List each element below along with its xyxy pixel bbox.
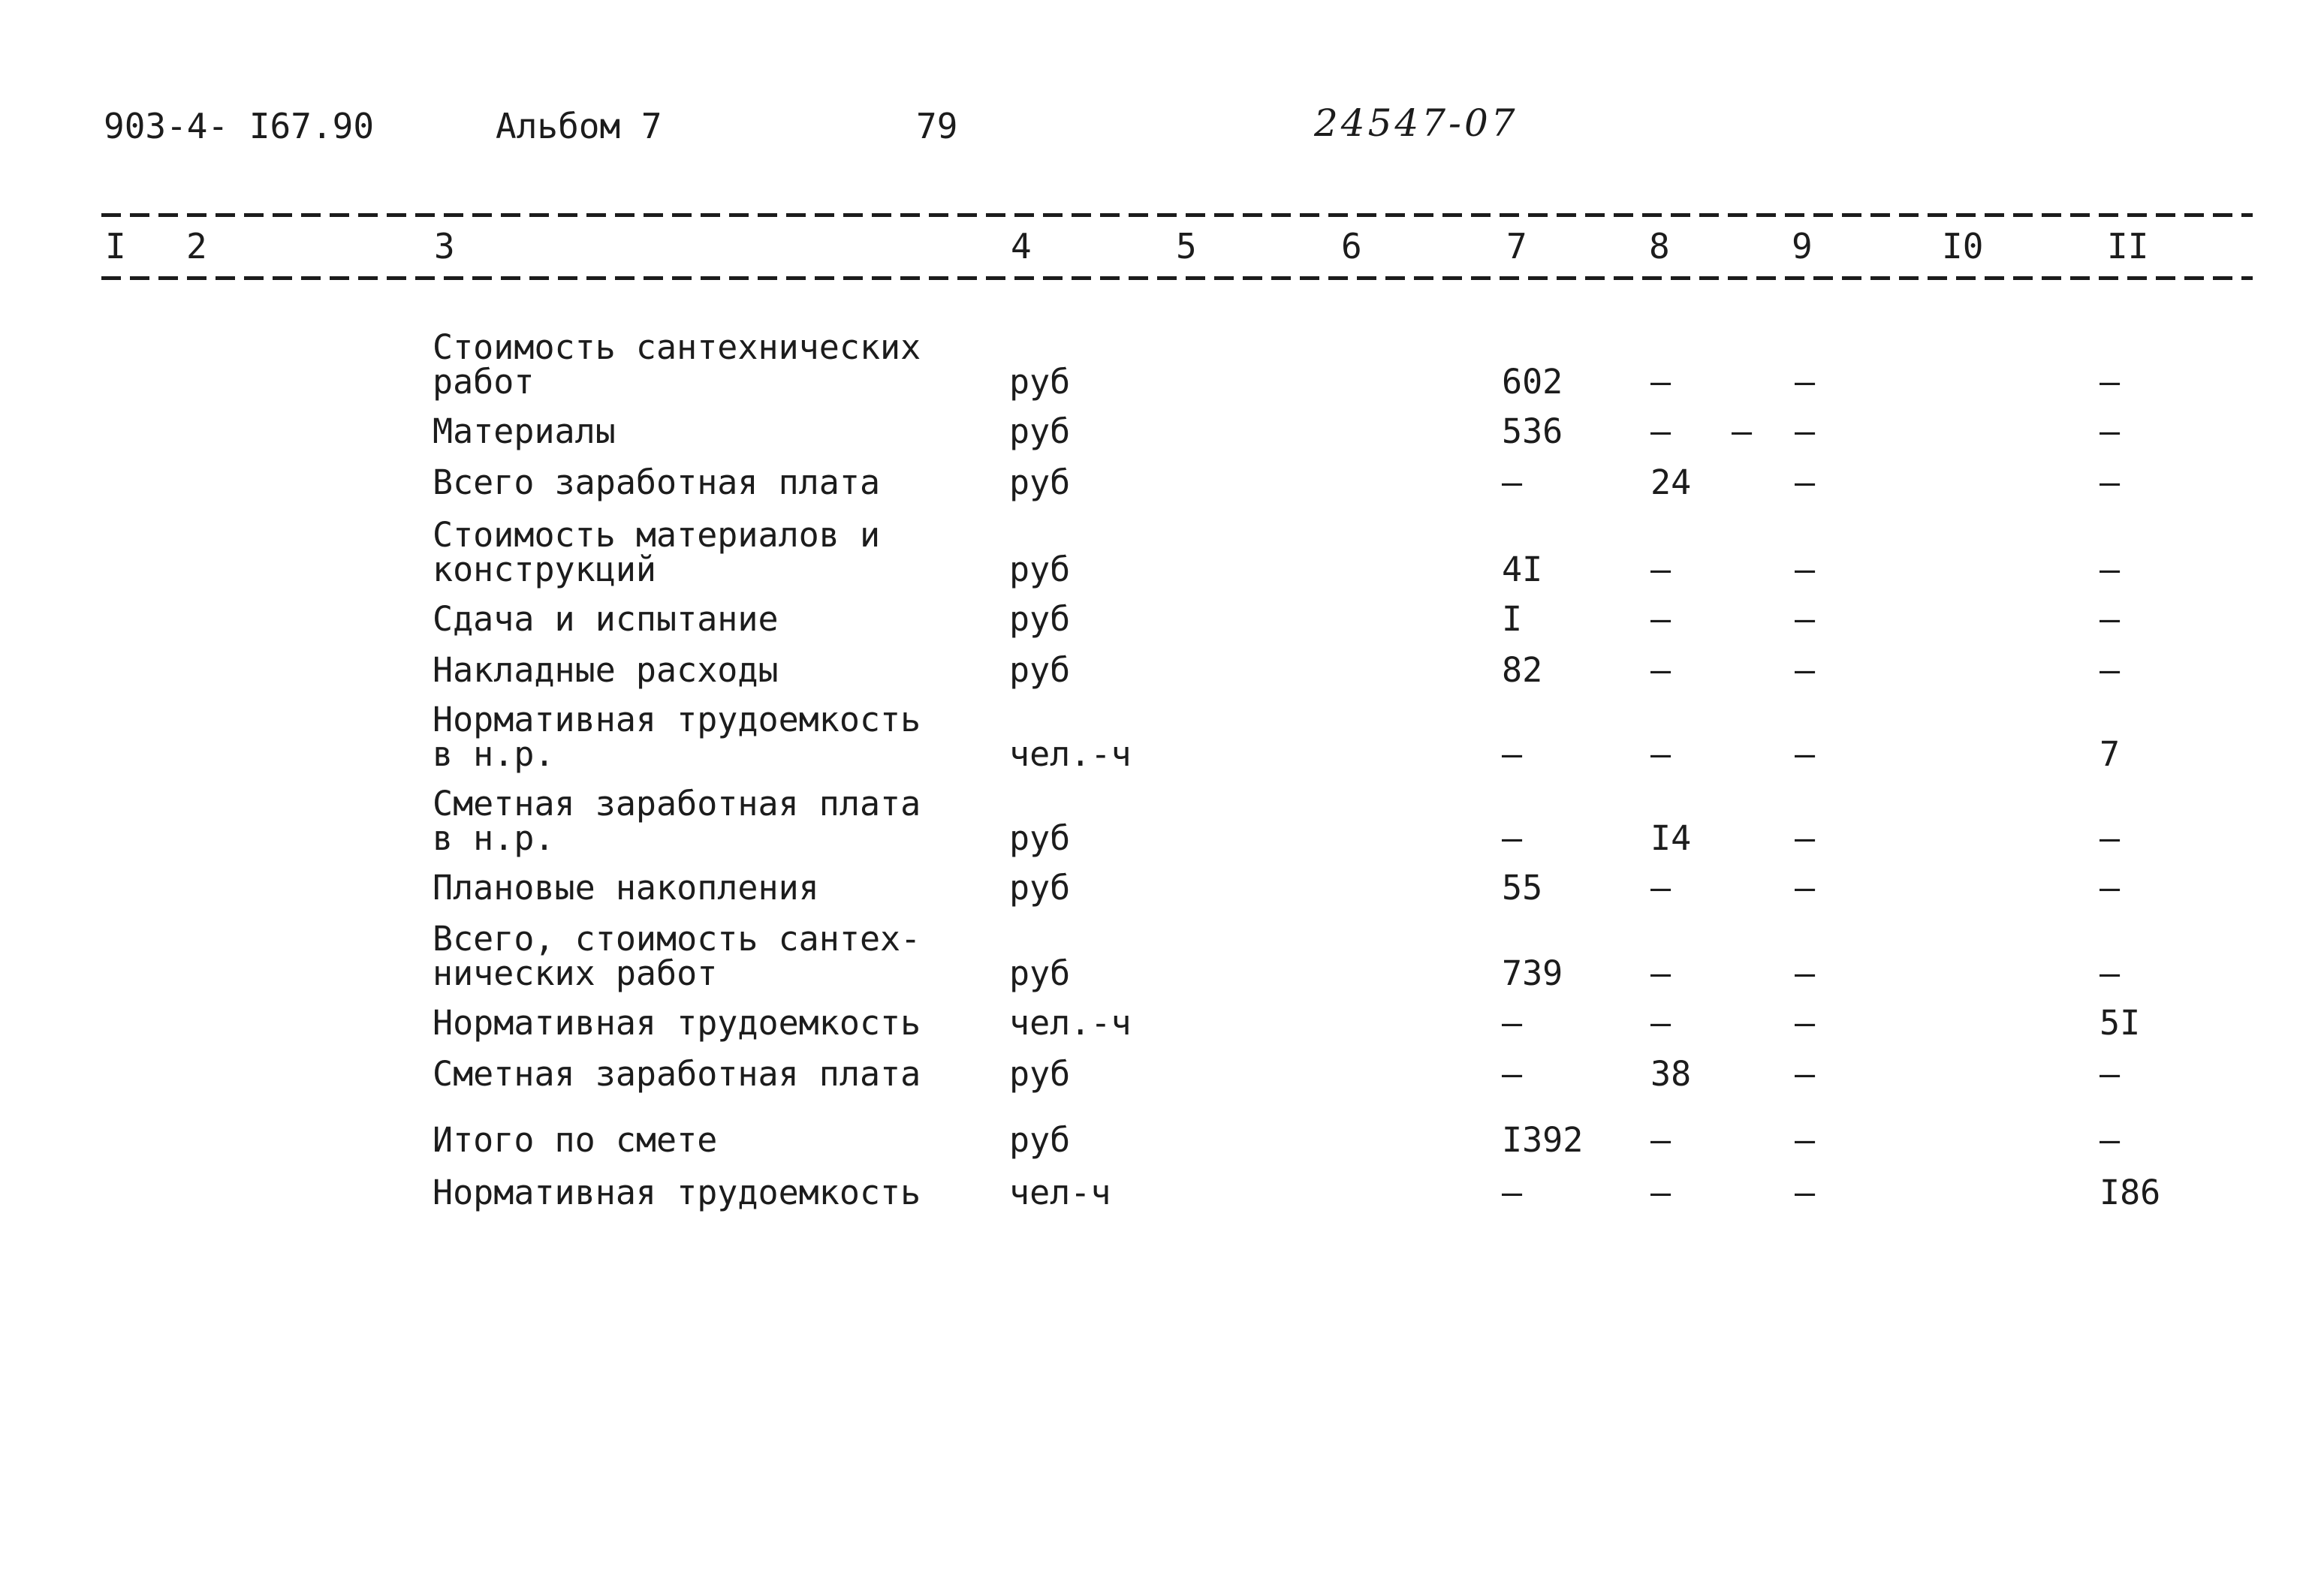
cell-col-11: – xyxy=(2100,599,2121,639)
row-unit: руб xyxy=(1009,462,1071,502)
row-description: Нормативная трудоемкость xyxy=(433,1173,921,1212)
row-description-continued: нических работ xyxy=(433,953,718,993)
cell-col-9: – xyxy=(1795,411,1816,451)
cell-col-7: – xyxy=(1502,1003,1523,1043)
row-description: Итого по смете xyxy=(433,1120,718,1160)
cell-col-8: – xyxy=(1650,868,1671,908)
cell-col-9: – xyxy=(1795,1054,1816,1094)
row-description-continued: конструкций xyxy=(433,550,657,589)
cell-col-7: – xyxy=(1502,1173,1523,1212)
album-label: Альбом 7 xyxy=(496,106,662,146)
cell-col-9: – xyxy=(1795,1003,1816,1043)
cell-col-11: 7 xyxy=(2100,734,2121,774)
cell-col-8: – xyxy=(1650,1120,1671,1160)
row-description: Всего, стоимость сантех- xyxy=(433,919,921,959)
cell-col-9: – xyxy=(1795,818,1816,858)
row-unit: чел.-ч xyxy=(1009,734,1132,774)
cell-col-8: – xyxy=(1650,734,1671,774)
document-code: 903-4- I67.90 xyxy=(104,106,375,146)
cell-col-11: – xyxy=(2100,868,2121,908)
cell-col-9: – xyxy=(1795,362,1816,402)
column-number: 9 xyxy=(1792,226,1813,267)
row-description: Накладные расходы xyxy=(433,650,779,690)
cell-col-8: 38 xyxy=(1650,1054,1692,1094)
cell-col-9: – xyxy=(1795,650,1816,690)
table-header-rule xyxy=(101,276,2253,280)
cell-col-11: – xyxy=(2100,550,2121,589)
cell-col-9: – xyxy=(1795,1173,1816,1212)
cell-col-8: I4 xyxy=(1650,818,1692,858)
row-unit: руб xyxy=(1009,599,1071,639)
column-number: 3 xyxy=(434,226,455,267)
row-unit: руб xyxy=(1009,868,1071,908)
row-description: Стоимость сантехнических xyxy=(433,327,921,367)
page-number: 79 xyxy=(916,106,958,146)
cell-col-9: – xyxy=(1795,462,1816,502)
row-description-continued: работ xyxy=(433,362,535,402)
cell-col-9: – xyxy=(1795,734,1816,774)
cell-col-8: – xyxy=(1650,550,1671,589)
table-top-rule xyxy=(101,213,2253,217)
row-unit: руб xyxy=(1009,818,1071,858)
cell-col-7: 4I xyxy=(1502,550,1543,589)
cell-col-7: – xyxy=(1502,462,1523,502)
row-unit: руб xyxy=(1009,411,1071,451)
cell-col-11: – xyxy=(2100,411,2121,451)
cell-col-8: – xyxy=(1650,1173,1671,1212)
row-description-continued: в н.р. xyxy=(433,818,555,858)
column-number: 4 xyxy=(1011,226,1032,267)
cell-col-7: – xyxy=(1502,818,1523,858)
cell-col-9: – xyxy=(1795,550,1816,589)
row-description: Нормативная трудоемкость xyxy=(433,700,921,739)
cell-col-7: I392 xyxy=(1502,1120,1584,1160)
row-description: Плановые накопления xyxy=(433,868,819,908)
row-unit: чел-ч xyxy=(1009,1173,1111,1212)
cell-col-7: 739 xyxy=(1502,953,1563,993)
cell-col-9: – xyxy=(1795,1120,1816,1160)
column-number: 2 xyxy=(186,226,207,267)
column-number: I xyxy=(105,226,126,267)
cell-col-7: – xyxy=(1502,734,1523,774)
cell-col-11: – xyxy=(2100,953,2121,993)
cell-col-11: – xyxy=(2100,650,2121,690)
cell-col-11: – xyxy=(2100,1120,2121,1160)
cell-col-7: – xyxy=(1502,1054,1523,1094)
row-description-continued: в н.р. xyxy=(433,734,555,774)
row-unit: руб xyxy=(1009,550,1071,589)
cell-col-7: 55 xyxy=(1502,868,1543,908)
column-number: I0 xyxy=(1942,226,1984,267)
column-number: 7 xyxy=(1506,226,1527,267)
cell-col-11: I86 xyxy=(2100,1173,2161,1212)
cell-col-7: 82 xyxy=(1502,650,1543,690)
cell-col-11: – xyxy=(2100,818,2121,858)
row-description: Стоимость материалов и xyxy=(433,515,881,555)
cell-col-7: I xyxy=(1502,599,1523,639)
cell-col-8: – xyxy=(1650,411,1671,451)
row-description: Материалы xyxy=(433,411,616,451)
cell-col-8: – xyxy=(1650,1003,1671,1043)
cell-col-11: – xyxy=(2100,362,2121,402)
column-number: 6 xyxy=(1341,226,1362,267)
column-number: II xyxy=(2107,226,2149,267)
row-unit: чел.-ч xyxy=(1009,1003,1132,1043)
row-unit: руб xyxy=(1009,1054,1071,1094)
cell-col-8: – xyxy=(1650,953,1671,993)
row-unit: руб xyxy=(1009,1120,1071,1160)
row-description: Сдача и испытание xyxy=(433,599,779,639)
column-number: 5 xyxy=(1176,226,1197,267)
row-description: Сметная заработная плата xyxy=(433,1054,921,1094)
cell-col-11: 5I xyxy=(2100,1003,2141,1043)
cell-col-7: 602 xyxy=(1502,362,1563,402)
row-unit: руб xyxy=(1009,953,1071,993)
cell-col-9: – xyxy=(1795,953,1816,993)
cell-col-11: – xyxy=(2100,462,2121,502)
cell-col-8: – xyxy=(1650,599,1671,639)
row-unit: руб xyxy=(1009,650,1071,690)
cell-col-7: 536 xyxy=(1502,411,1563,451)
cell-col-11: – xyxy=(2100,1054,2121,1094)
column-number: 8 xyxy=(1649,226,1670,267)
cell-col-8: 24 xyxy=(1650,462,1692,502)
row-description: Нормативная трудоемкость xyxy=(433,1003,921,1043)
row-unit: руб xyxy=(1009,362,1071,402)
cell-col-8: – xyxy=(1650,362,1671,402)
cell-col-8: – xyxy=(1650,650,1671,690)
row-description: Всего заработная плата xyxy=(433,462,881,502)
cell-col-9: – xyxy=(1795,599,1816,639)
cell-col-9: – xyxy=(1795,868,1816,908)
cell-col-8-extra-dash: – xyxy=(1732,411,1753,451)
document-number-handwritten: 24547-07 xyxy=(1314,101,1518,145)
row-description: Сметная заработная плата xyxy=(433,784,921,824)
